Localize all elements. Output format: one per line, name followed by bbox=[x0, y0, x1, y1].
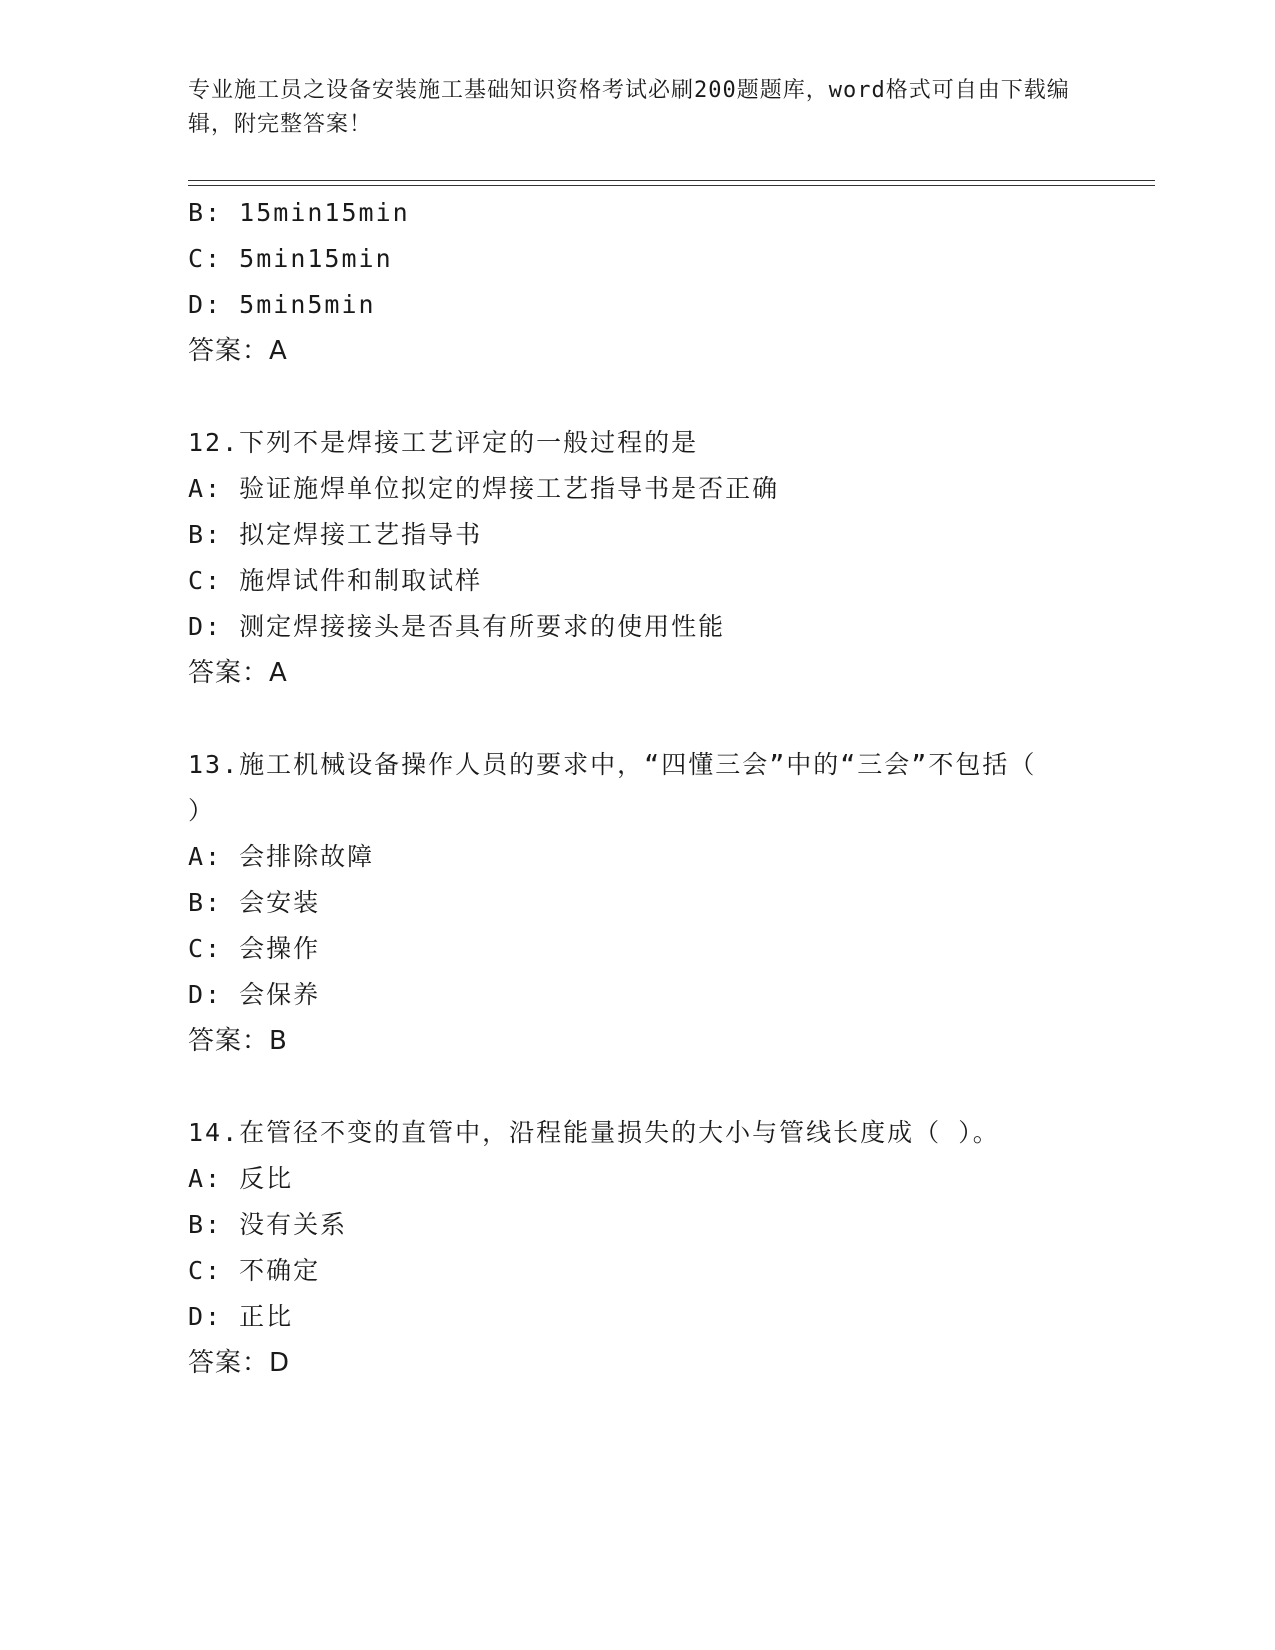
option-d bbox=[188, 282, 1088, 328]
question-content bbox=[188, 190, 1088, 1386]
option-label: D: bbox=[188, 290, 223, 319]
question-text bbox=[188, 1110, 1088, 1156]
option-b bbox=[188, 512, 1088, 558]
question-text bbox=[188, 420, 1088, 466]
question-number: 13. bbox=[188, 750, 240, 779]
option-label: A: bbox=[188, 1164, 223, 1193]
option-text: 会安装 bbox=[239, 888, 321, 917]
option-d bbox=[188, 972, 1088, 1018]
option-b bbox=[188, 880, 1088, 926]
question-stem: 施工机械设备操作人员的要求中，“四懂三会”中的“三会”不包括（ ） bbox=[188, 750, 1037, 825]
option-label: C: bbox=[188, 566, 223, 595]
question-14 bbox=[188, 1110, 1088, 1386]
option-text: 会保养 bbox=[239, 980, 321, 1009]
option-label: C: bbox=[188, 1256, 223, 1285]
header-title: 专业施工员之设备安装施工基础知识资格考试必刷200题题库，word格式可自由下载编辑，附完整答案！ bbox=[188, 78, 1070, 137]
header-divider-bottom bbox=[188, 185, 1155, 186]
option-text: 没有关系 bbox=[239, 1210, 348, 1239]
question-13 bbox=[188, 742, 1088, 1064]
option-a bbox=[188, 466, 1088, 512]
question-stem: 在管径不变的直管中，沿程能量损失的大小与管线长度成（ ）。 bbox=[239, 1118, 1000, 1147]
option-text: 不确定 bbox=[239, 1256, 321, 1285]
option-text: 会排除故障 bbox=[239, 842, 375, 871]
option-text: 测定焊接接头是否具有所要求的使用性能 bbox=[239, 612, 726, 641]
option-label: B: bbox=[188, 520, 223, 549]
option-text: 15min15min bbox=[239, 198, 410, 227]
option-c bbox=[188, 926, 1088, 972]
question-text bbox=[188, 742, 1038, 834]
option-a bbox=[188, 834, 1088, 880]
question-number: 14. bbox=[188, 1118, 240, 1147]
option-text: 会操作 bbox=[239, 934, 321, 963]
option-d bbox=[188, 604, 1088, 650]
answer-line: 答案：A bbox=[188, 336, 288, 366]
option-label: B: bbox=[188, 198, 223, 227]
question-number: 12. bbox=[188, 428, 240, 457]
option-d bbox=[188, 1294, 1088, 1340]
option-label: B: bbox=[188, 1210, 223, 1239]
option-label: D: bbox=[188, 1302, 223, 1331]
option-c bbox=[188, 1248, 1088, 1294]
option-b bbox=[188, 1202, 1088, 1248]
option-text: 5min5min bbox=[239, 290, 376, 319]
header-divider-top bbox=[188, 180, 1155, 181]
option-text: 拟定焊接工艺指导书 bbox=[239, 520, 483, 549]
option-a bbox=[188, 1156, 1088, 1202]
answer-line: 答案：A bbox=[188, 658, 288, 688]
option-text: 验证施焊单位拟定的焊接工艺指导书是否正确 bbox=[239, 474, 780, 503]
option-label: D: bbox=[188, 612, 223, 641]
option-b bbox=[188, 190, 1088, 236]
option-label: C: bbox=[188, 244, 223, 273]
answer-line: 答案：D bbox=[188, 1348, 291, 1378]
option-text: 正比 bbox=[239, 1302, 294, 1331]
option-label: B: bbox=[188, 888, 223, 917]
option-label: A: bbox=[188, 474, 223, 503]
option-text: 反比 bbox=[239, 1164, 294, 1193]
option-c bbox=[188, 236, 1088, 282]
option-label: C: bbox=[188, 934, 223, 963]
option-c bbox=[188, 558, 1088, 604]
carryover-question bbox=[188, 190, 1088, 374]
question-12 bbox=[188, 420, 1088, 696]
answer-line: 答案：B bbox=[188, 1026, 288, 1056]
option-label: A: bbox=[188, 842, 223, 871]
option-text: 施焊试件和制取试样 bbox=[239, 566, 483, 595]
document-header bbox=[188, 74, 1088, 142]
option-text: 5min15min bbox=[239, 244, 393, 273]
question-stem: 下列不是焊接工艺评定的一般过程的是 bbox=[239, 428, 699, 457]
option-label: D: bbox=[188, 980, 223, 1009]
